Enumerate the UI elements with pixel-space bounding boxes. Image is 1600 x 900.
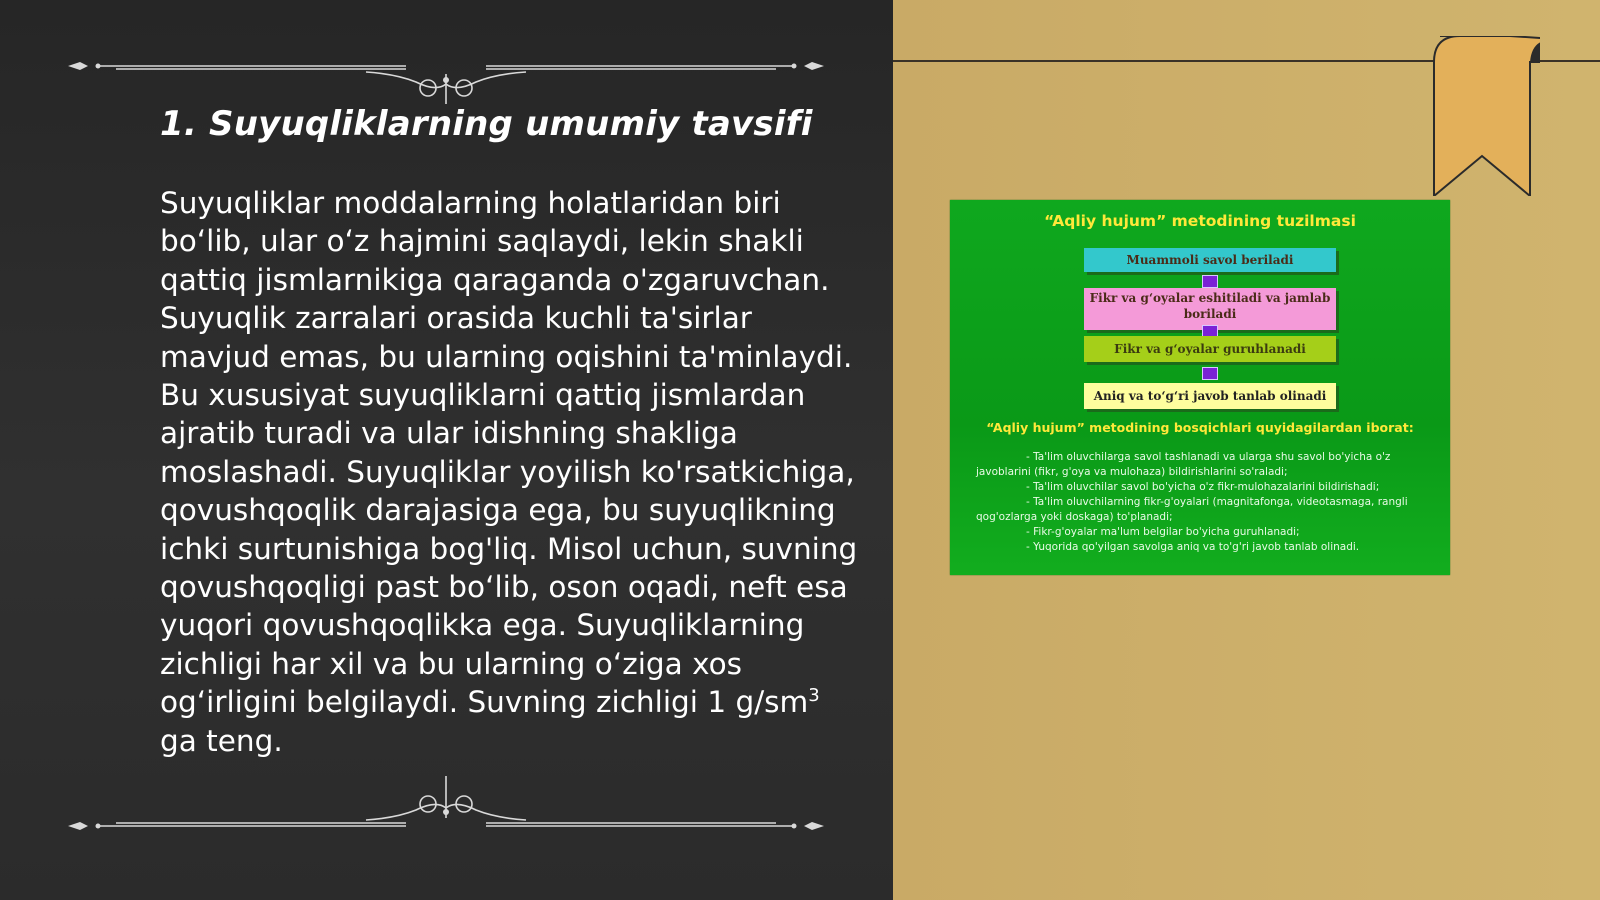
top-divider-ornament	[66, 44, 826, 104]
slide-body-text	[160, 184, 860, 760]
list-item: - Yuqorida qo'yilgan savolga aniq va to'g'ri javob tanlab olinadi.	[1026, 541, 1360, 553]
diagram-bullet-list	[976, 450, 1434, 555]
body-text-end: ga teng.	[160, 723, 283, 758]
slide-title: 1. Suyuqliklarning umumiy tavsifi	[160, 104, 813, 144]
diagram-subtitle: “Aqliy hujum” metodining bosqichlari quyidagilardan iborat:	[986, 420, 1414, 435]
list-item: - Fikr-g'oyalar ma'lum belgilar bo'yicha guruhlanadi;	[1026, 526, 1300, 538]
list-item: - Ta'lim oluvchilarga savol tashlanadi va ularga shu savol bo'yicha o'z javoblarini (fikr, g'oya va mulohaza) bildirishlarini so'raladi;	[976, 451, 1391, 478]
body-superscript: 3	[808, 685, 820, 707]
diagram-step-1: Muammoli savol beriladi	[1084, 248, 1336, 272]
step-connector-icon	[1202, 367, 1218, 380]
diagram-step-2: Fikr va g‘oyalar eshitiladi va jamlab boriladi	[1084, 288, 1336, 330]
list-item: - Ta'lim oluvchilarning fikr-g'oyalari (magnitafonga, videotasmaga, rangli qog'ozlarga yoki doskaga) to'planadi;	[976, 496, 1408, 523]
step-connector-icon	[1202, 275, 1218, 288]
list-item: - Ta'lim oluvchilar savol bo'yicha o'z fikr-mulohazalarini bildirishadi;	[1026, 481, 1380, 493]
diagram-step-3: Fikr va g‘oyalar guruhlanadi	[1084, 336, 1336, 362]
bookmark-ribbon	[1430, 36, 1540, 196]
brainstorm-diagram-image	[950, 200, 1450, 575]
diagram-step-4: Aniq va to‘g‘ri javob tanlab olinadi	[1084, 383, 1336, 409]
bottom-divider-ornament	[66, 772, 826, 832]
diagram-title: “Aqliy hujum” metodining tuzilmasi	[1044, 212, 1356, 230]
body-text: Suyuqliklar moddalarning holatlaridan biri bo‘lib, ular o‘z hajmini saqlaydi, lekin shakli qattiq jismlarnikiga qaraganda o'zgaruvchan. Suyuqlik zarralari orasida kuchli ta'sirlar mavjud emas, bu ularning oqishini ta'minlaydi. Bu xususiyat suyuqliklarni qattiq jismlardan ajratib turadi va ular idishning shakliga moslashadi. Suyuqliklar yoyilish ko'rsatkichiga, qovushqoqlik darajasiga ega, bu suyuqlikning ichki surtunishiga bog'liq. Misol uchun, suvning qovushqoqligi past bo‘lib, oson oqadi, neft esa yuqori qovushqoqlikka ega. Suyuqliklarning zichligi har xil va bu ularning o‘ziga xos og‘irligini belgilaydi. Suvning zichligi 1 g/sm	[160, 186, 858, 720]
